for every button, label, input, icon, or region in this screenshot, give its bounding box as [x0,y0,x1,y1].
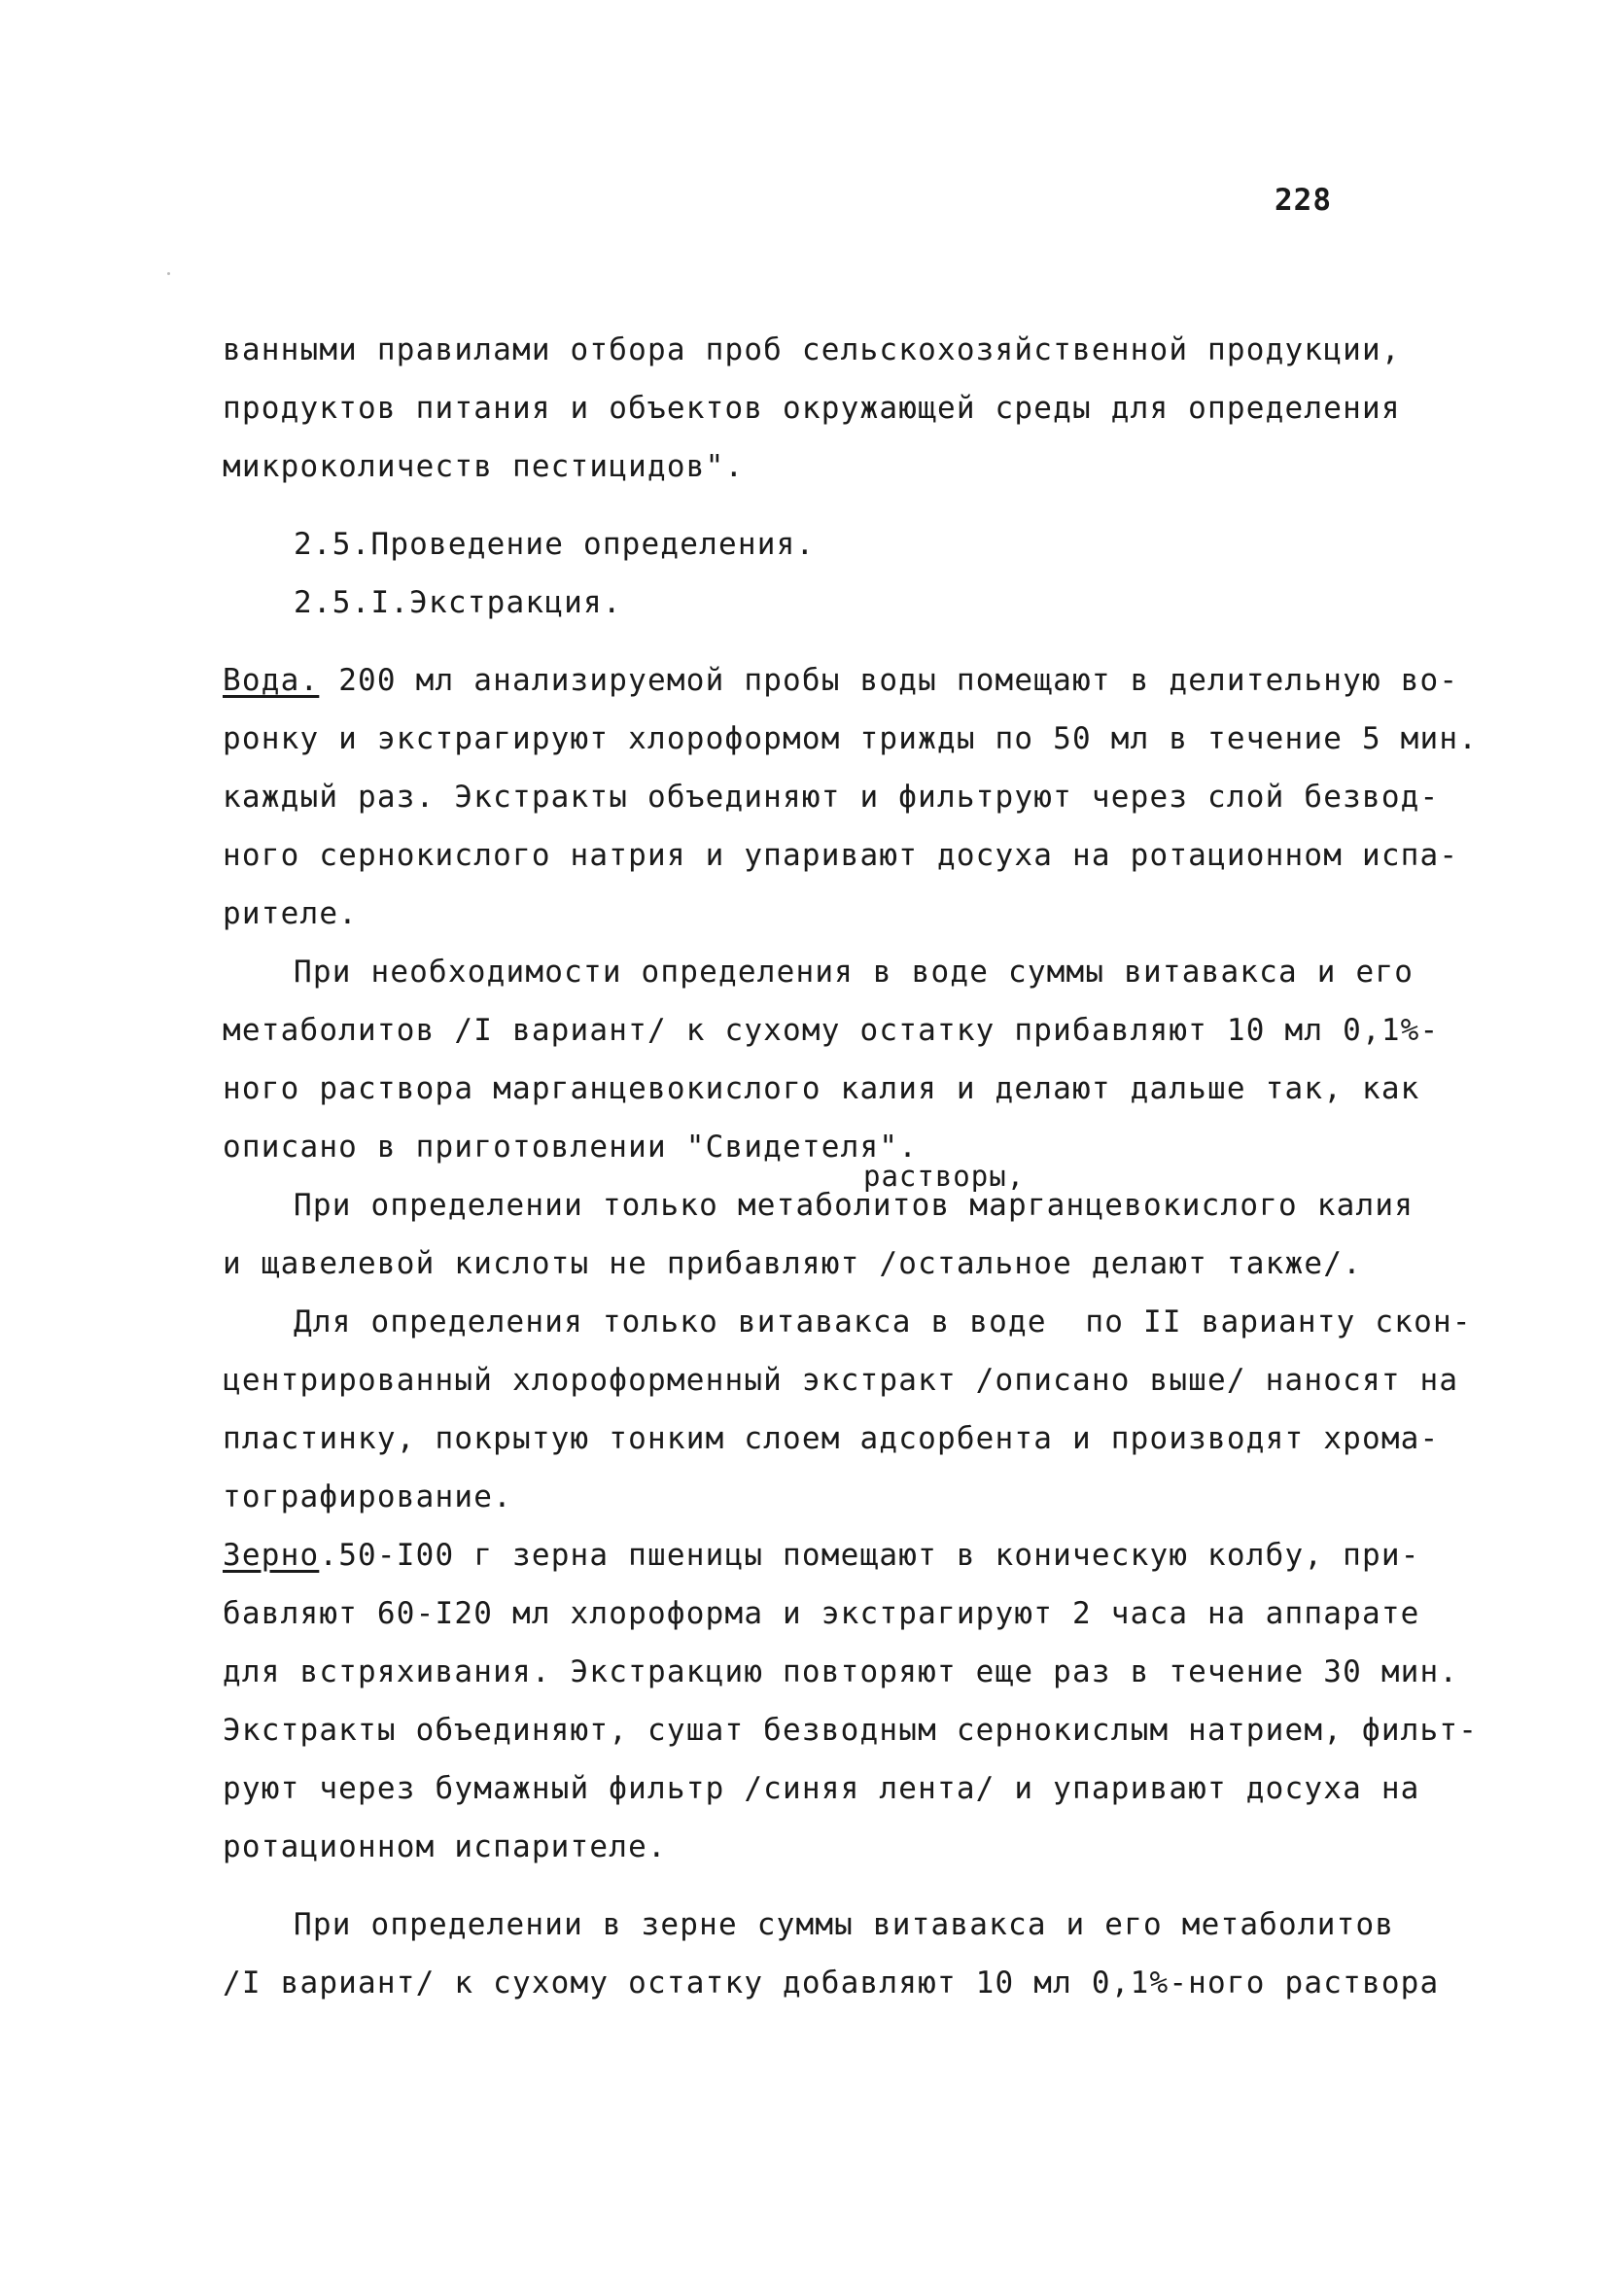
text-line: Экстракты объединяют, сушат безводным сернокислым натрием, фильт- [223,1713,1479,1748]
text-line: тографирование. [223,1479,512,1514]
text-line: ного раствора марганцевокислого калия и делают дальше так, как [223,1071,1420,1106]
text-line: руют через бумажный фильтр /синяя лента/ и упаривают досуха на [223,1771,1420,1806]
text-line: При определении только метаболитов марганцевокислого калия [294,1188,1415,1223]
text-line: описано в приготовлении "Свидетеля". [223,1130,919,1165]
text-line: бавляют 60-I20 мл хлороформа и экстрагируют 2 часа на аппарате [223,1596,1420,1631]
text-line: ного сернокислого натрия и упаривают досуха на ротационном испа- [223,838,1459,873]
text-line: и щавелевой кислоты не прибавляют /остальное делают также/. [223,1246,1362,1281]
text-line: Для определения только витавакса в воде по II варианту скон- [294,1305,1472,1339]
text-line: микроколичеств пестицидов". [223,449,745,484]
text-line: /I вариант/ к сухому остатку добавляют 10 мл 0,1%-ного раствора [223,1966,1440,2000]
text-line: При необходимости определения в воде суммы витавакса и его [294,955,1415,990]
handwritten-insert: растворы, [863,1160,1026,1193]
text-line: рителе. [223,896,359,931]
text-line: каждый раз. Экстракты объединяют и фильтруют через слой безвод- [223,780,1440,815]
text-line: Зерно.50-I00 г зерна пшеницы помещают в коническую колбу, при- [223,1538,1420,1573]
text-line: ванными правилами отбора проб сельскохозяйственной продукции, [223,332,1401,367]
text-line: метаболитов /I вариант/ к сухому остатку прибавляют 10 мл 0,1%- [223,1013,1440,1048]
label-grain: Зерно [223,1538,320,1573]
text-line: продуктов питания и объектов окружающей среды для определения [223,391,1401,426]
text-line: ронку и экстрагируют хлороформом трижды по 50 мл в течение 5 мин. [223,721,1479,756]
text-line: центрированный хлороформенный экстракт /описано выше/ наносят на [223,1363,1459,1398]
text-line: ротационном испарителе. [223,1829,667,1864]
text-line: Вода. 200 мл анализируемой пробы воды помещают в делительную во- [223,663,1459,698]
text-line: При определении в зерне суммы витавакса и его метаболитов [294,1907,1395,1942]
scan-speck [167,272,170,275]
page-number: 228 [1275,183,1332,218]
text-line: пластинку, покрытую тонким слоем адсорбента и производят хрома- [223,1421,1440,1456]
subsection-heading: 2.5.I.Экстракция. [294,585,622,620]
section-heading: 2.5.Проведение определения. [294,527,816,562]
text-line: для встряхивания. Экстракцию повторяют еще раз в течение 30 мин. [223,1654,1459,1689]
label-water: Вода. [223,663,320,698]
